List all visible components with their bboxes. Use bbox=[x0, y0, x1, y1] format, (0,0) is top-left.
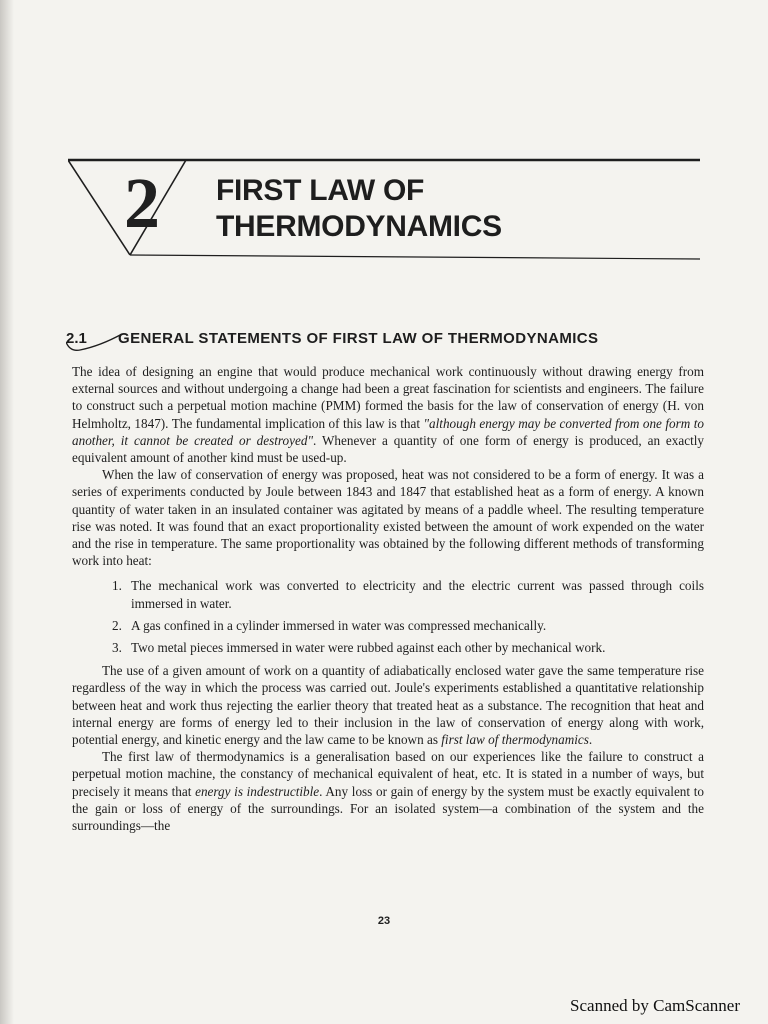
page-edge-shadow bbox=[0, 0, 14, 1024]
paragraph-1-quote: "although energy may be converted from one form to another, it cannot be created or destroyed" bbox=[72, 415, 704, 448]
paragraph-4 bbox=[72, 748, 704, 834]
paragraph-4-text-end: . Any loss or gain of energy by the system must be exactly equivalent to the gain or loss of energy of the surroundings. For an isolated system—a combination of the system and the surroundings—the bbox=[72, 783, 704, 834]
chapter-title-line-2: THERMODYNAMICS bbox=[216, 210, 502, 243]
paragraph-3-text-end: . bbox=[588, 732, 593, 748]
chapter-title-line-1: FIRST LAW OF bbox=[216, 174, 425, 207]
list-item-number: 1. bbox=[112, 578, 122, 594]
paragraph-3-emphasis: first law of thermodynamics bbox=[441, 732, 589, 748]
list-item-text: A gas confined in a cylinder immersed in water was compressed mechanically. bbox=[131, 617, 547, 633]
list-item bbox=[72, 577, 704, 611]
list-item-text: The mechanical work was converted to electricity and the electric current was passed through coils immersed in water. bbox=[131, 578, 704, 611]
list-item-number: 2. bbox=[112, 617, 122, 633]
paragraph-3 bbox=[72, 662, 704, 748]
paragraph-4-text: The first law of thermodynamics is a generalisation based on our experiences like the failure to construct a perpetual motion machine, the constancy of mechanical equivalent of heat, etc. It is stated in a number of ways, but precisely it means that bbox=[72, 749, 704, 799]
list-item bbox=[72, 617, 704, 634]
paragraph-1 bbox=[72, 363, 704, 466]
chapter-number: 2 bbox=[124, 163, 160, 243]
list-item bbox=[72, 639, 704, 656]
list-item-number: 3. bbox=[112, 640, 122, 656]
paragraph-1-text: The idea of designing an engine that would produce mechanical work continuously without drawing energy from external sources and without undergoing a change had been a great fascination for scientists and engineers. The failure to construct such a perpetual motion machine (PMM) formed the basis for the law of conservation of energy (H. von Helmholtz, 1847). The fundamental implication of this law is that bbox=[72, 364, 704, 431]
paragraph-1-text-end: . Whenever a quantity of one form of energy is produced, an exactly equivalent amount of another kind must be used-up. bbox=[72, 432, 705, 466]
paragraph-3-text: The use of a given amount of work on a quantity of adiabatically enclosed water gave the same temperature rise regardless of the way in which the process was carried out. Joule's experiments established a quantitative relationship between heat and work thus rejecting the earlier theory that treated heat as a substance. The recognition that heat and internal energy are forms of energy led to their inclusion in the law of conservation of energy along with work, potential energy, and kinetic energy and the law came to be known as bbox=[72, 663, 704, 748]
numbered-list bbox=[72, 577, 704, 656]
page-number: 23 bbox=[377, 915, 391, 927]
section-heading bbox=[66, 328, 706, 354]
chapter-title bbox=[216, 173, 636, 245]
list-item-text: Two metal pieces immersed in water were rubbed against each other by mechanical work. bbox=[131, 640, 606, 656]
body-text bbox=[72, 363, 704, 834]
section-number: 2.1 bbox=[66, 330, 87, 347]
scanner-watermark: Scanned by CamScanner bbox=[570, 996, 740, 1015]
chapter-header bbox=[68, 155, 700, 265]
paragraph-2: When the law of conservation of energy was proposed, heat was not considered to be a form of energy. It was a series of experiments conducted by Joule between 1843 and 1847 that established heat as a form of energy. A known quantity of water taken in an insulated container was agitated by means of a paddle wheel. The resulting temperature rise was noted. It was found that an exact proportionality existed between the amount of work expended on the water and the rise in temperature. The same proportionality was obtained by the following different methods of transforming work into heat: bbox=[72, 467, 704, 569]
paragraph-4-emphasis: energy is indestructible bbox=[195, 783, 320, 799]
section-title: GENERAL STATEMENTS OF FIRST LAW OF THERMODYNAMICS bbox=[118, 330, 599, 347]
